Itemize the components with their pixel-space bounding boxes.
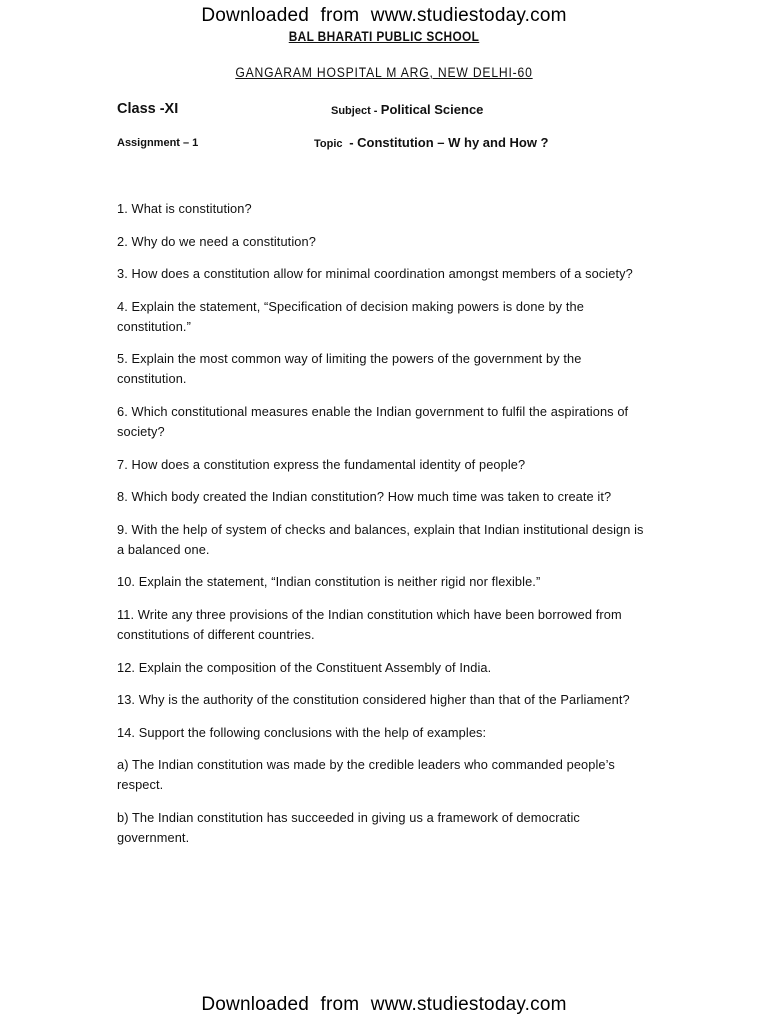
school-name: BAL BHARATI PUBLIC SCHOOL — [288, 29, 480, 44]
question-item — [117, 297, 657, 337]
question-item — [117, 264, 657, 284]
question-item — [117, 487, 657, 507]
school-address: GANGARAM HOSPITAL M ARG, NEW DELHI-60 — [235, 65, 533, 80]
class-label: Class -XI — [117, 101, 179, 117]
banner-word: Downloaded — [201, 5, 309, 26]
question-text-line: government. — [117, 829, 190, 845]
question-text-line: a balanced one. — [117, 541, 210, 557]
question-text-line: 7. How does a constitution express the fundamental identity of people? — [117, 456, 526, 472]
question-text-line: constitution.” — [117, 318, 191, 334]
question-text-line: 14. Support the following conclusions with the help of examples: — [117, 724, 487, 740]
topic-label: Topic — [314, 138, 343, 150]
question-text-line: respect. — [117, 777, 164, 793]
subject-value: Political Science — [380, 102, 484, 117]
assignment-label: Assignment – 1 — [117, 137, 199, 149]
question-text-line: 4. Explain the statement, “Specification of decision making powers is done by the — [117, 298, 584, 314]
question-item — [117, 658, 657, 678]
question-text-line: 12. Explain the composition of the Constituent Assembly of India. — [117, 659, 492, 675]
question-text-line: 5. Explain the most common way of limiting the powers of the government by the — [117, 351, 582, 367]
question-text-line: b) The Indian constitution has succeeded in giving us a framework of democratic — [117, 809, 580, 825]
download-banner-top — [0, 5, 768, 27]
topic-value: - Constitution – W hy and How ? — [349, 135, 549, 150]
question-text-line: constitution. — [117, 371, 187, 387]
question-item — [117, 605, 657, 645]
question-text-line: a) The Indian constitution was made by the credible leaders who commanded people’s — [117, 757, 615, 773]
banner-url: www.studiestoday.com — [370, 5, 567, 26]
question-text-line: 1. What is constitution? — [117, 201, 252, 216]
subject-label: Subject - — [331, 105, 378, 117]
banner-word: Downloaded — [201, 994, 309, 1015]
question-item — [117, 232, 657, 252]
question-text-line: society? — [117, 423, 165, 439]
question-item — [117, 349, 657, 389]
question-item — [117, 199, 657, 219]
question-item — [117, 723, 657, 743]
question-text-line: 6. Which constitutional measures enable the Indian government to fulfil the aspirations of — [117, 403, 629, 419]
question-text-line: constitutions of different countries. — [117, 626, 315, 642]
question-item — [117, 755, 657, 795]
download-banner-bottom — [0, 994, 768, 1016]
question-text-line: 9. With the help of system of checks and balances, explain that Indian institutional design is — [117, 521, 644, 537]
banner-url: www.studiestoday.com — [370, 994, 567, 1015]
question-list — [117, 199, 657, 861]
question-item — [117, 402, 657, 442]
banner-word: from — [320, 5, 360, 26]
question-text-line: 13. Why is the authority of the constitution considered higher than that of the Parliament? — [117, 692, 630, 708]
banner-word: from — [320, 994, 360, 1015]
question-item — [117, 520, 657, 560]
question-text-line: 2. Why do we need a constitution? — [117, 233, 316, 249]
question-text-line: 8. Which body created the Indian constitution? How much time was taken to create it? — [117, 489, 612, 505]
topic-line — [314, 135, 549, 150]
question-item — [117, 572, 657, 592]
question-item — [117, 455, 657, 475]
question-item — [117, 690, 657, 710]
subject-line — [331, 102, 483, 117]
question-text-line: 10. Explain the statement, “Indian constitution is neither rigid nor flexible.” — [117, 574, 541, 590]
question-text-line: 11. Write any three provisions of the Indian constitution which have been borrowed from — [117, 606, 622, 622]
question-item — [117, 808, 657, 848]
question-text-line: 3. How does a constitution allow for minimal coordination amongst members of a society? — [117, 266, 633, 282]
